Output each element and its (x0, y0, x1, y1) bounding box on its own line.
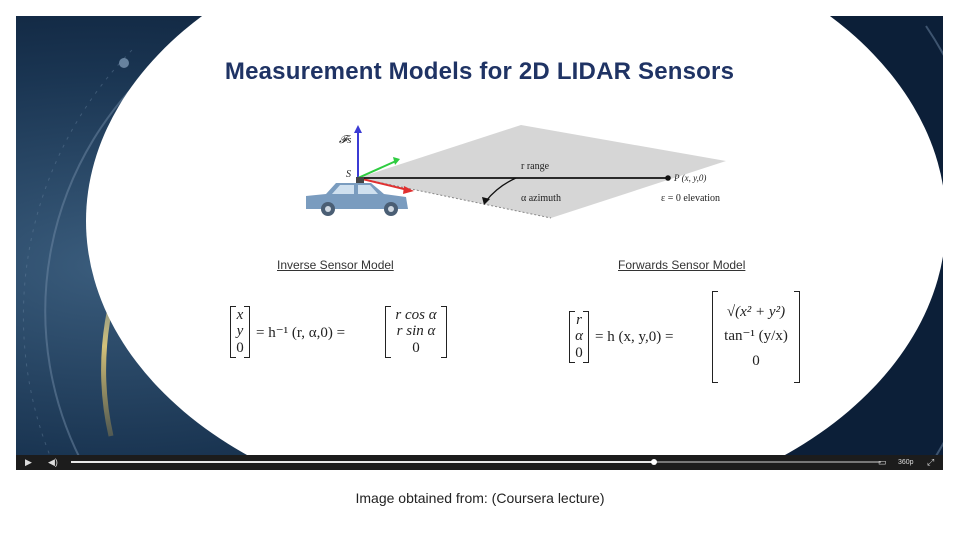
fullscreen-icon[interactable]: ⤢ (927, 457, 935, 467)
forward-lhs-zero: 0 (575, 344, 583, 361)
forward-rhs-azimuth: tan⁻¹ (y/x) (724, 328, 788, 345)
forward-rhs-range: √(x² + y²) (726, 304, 786, 321)
captions-icon[interactable]: ▭ (878, 457, 887, 467)
forward-middle: = h (x, y,0) = (595, 329, 674, 345)
forward-lhs-vector (569, 311, 589, 363)
inverse-model-heading: Inverse Sensor Model (277, 258, 394, 272)
forward-rhs-vector (712, 291, 800, 383)
inverse-rhs-zero: 0 (412, 339, 420, 356)
inverse-lhs-x: x (236, 307, 244, 324)
lidar-diagram (276, 101, 756, 231)
forward-rhs-zero: 0 (752, 352, 760, 369)
progress-handle[interactable] (651, 459, 657, 465)
frame-label: 𝓕s (339, 134, 352, 146)
azimuth-label: α azimuth (521, 193, 561, 204)
forward-model-heading: Forwards Sensor Model (618, 258, 746, 272)
inverse-rhs-y: r sin α (396, 323, 436, 340)
video-player[interactable] (16, 16, 943, 470)
inverse-rhs-x: r cos α (395, 307, 437, 324)
forward-lhs-r: r (576, 312, 582, 329)
image-caption: Image obtained from: (Coursera lecture) (355, 490, 605, 506)
progress-bar[interactable] (71, 461, 881, 463)
slide-title: Measurement Models for 2D LIDAR Sensors (224, 58, 735, 85)
inverse-lhs-zero: 0 (236, 339, 244, 356)
quality-button[interactable]: 360p (898, 459, 914, 466)
point-label: P (x, y,0) (674, 173, 707, 183)
elevation-label: ε = 0 elevation (661, 193, 720, 204)
inverse-rhs-vector (385, 306, 447, 358)
inverse-lhs-vector (230, 306, 250, 358)
inverse-lhs-y: y (236, 323, 244, 340)
range-label: r range (521, 161, 550, 172)
progress-fill (71, 461, 654, 463)
inverse-middle: = h⁻¹ (r, α,0) = (256, 325, 346, 341)
play-icon[interactable]: ▶ (25, 457, 32, 467)
player-controls (16, 455, 943, 470)
forward-lhs-alpha: α (575, 328, 583, 345)
sensor-label: S (346, 169, 351, 180)
volume-icon[interactable]: ◀) (48, 457, 58, 467)
